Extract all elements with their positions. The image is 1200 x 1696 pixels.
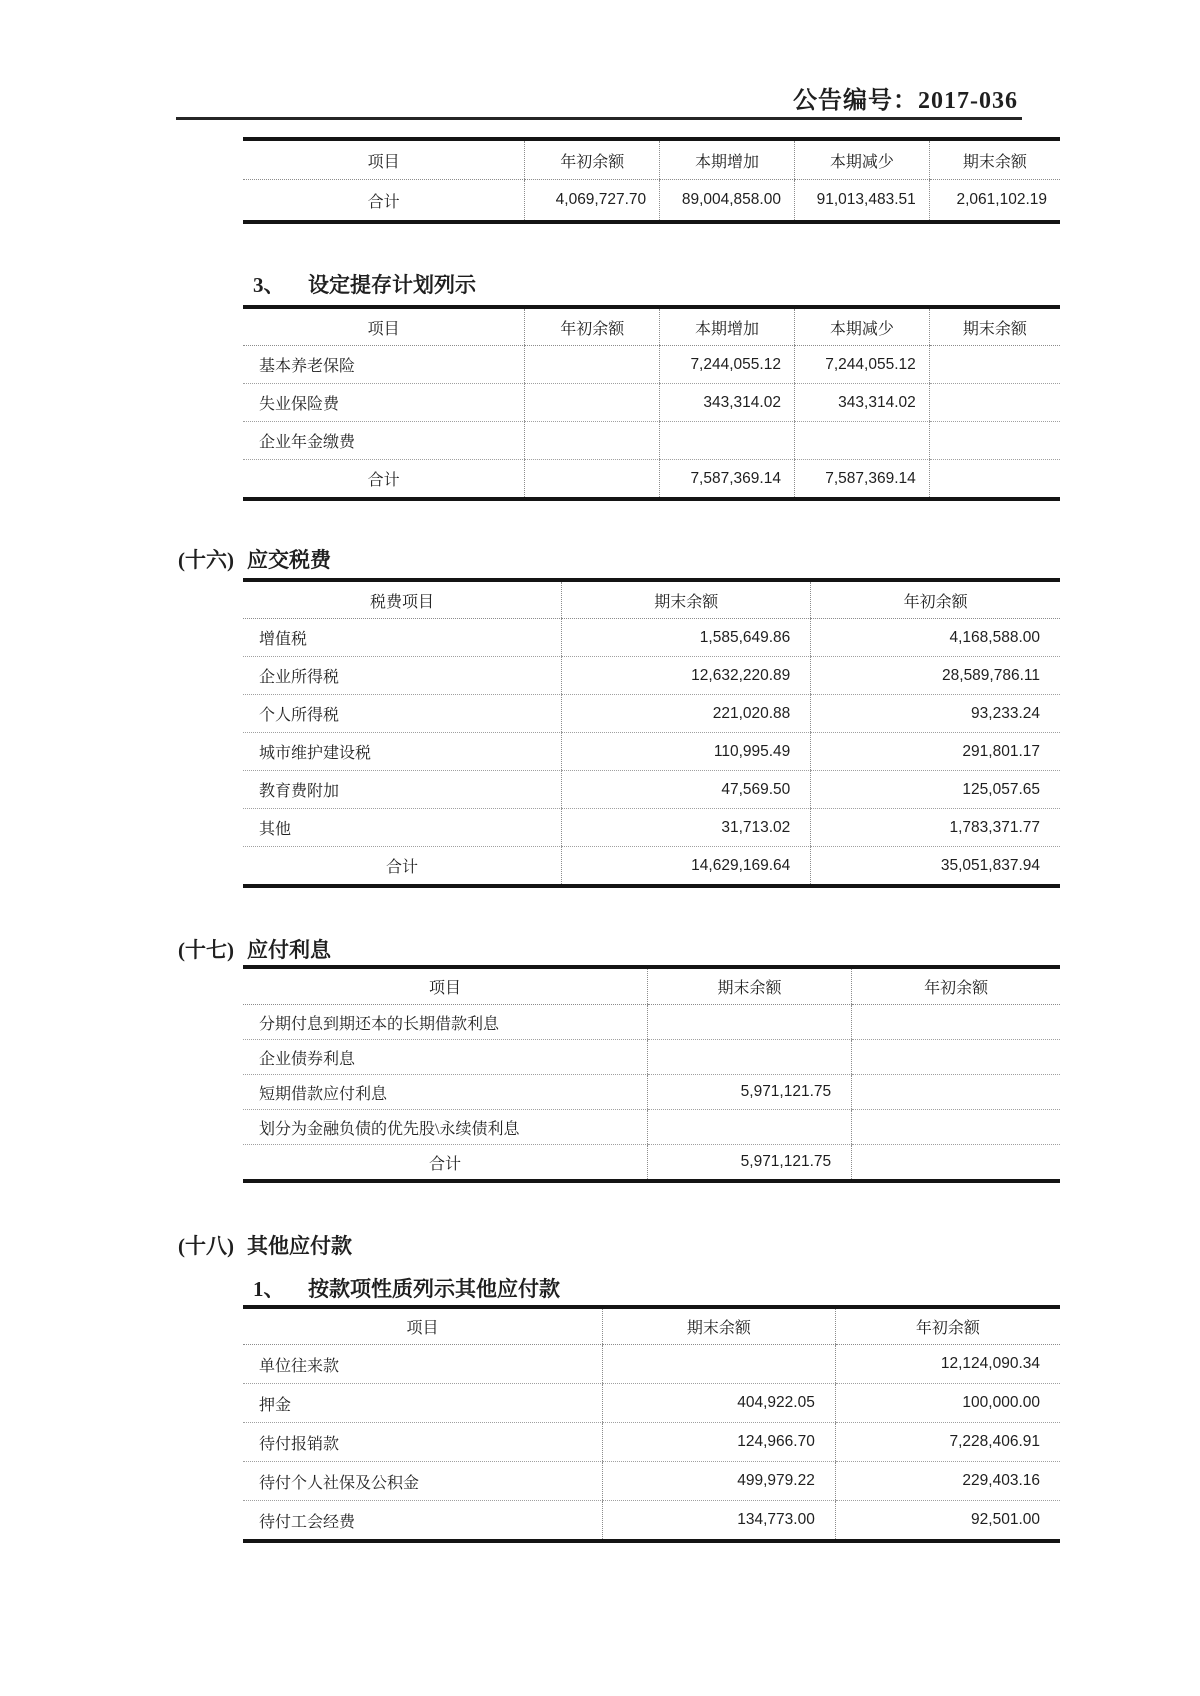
- value-cell: [525, 460, 660, 500]
- value-cell: [647, 1110, 851, 1145]
- row-label: 失业保险费: [243, 384, 525, 422]
- section-heading-interest-payable: [178, 937, 331, 963]
- carryover-table-wrapper: [243, 137, 1060, 224]
- column-header: 期末余额: [647, 967, 851, 1005]
- row-label: 合计: [367, 472, 400, 489]
- value-cell: [852, 1005, 1060, 1040]
- value-cell: 221,020.88: [562, 695, 811, 733]
- row-label: 教育费附加: [243, 771, 562, 809]
- table-row: [243, 771, 1060, 809]
- column-header: 年初余额: [525, 139, 660, 180]
- value-cell: 7,244,055.12: [660, 346, 795, 384]
- table-row: [243, 1462, 1060, 1501]
- table-row: [243, 1110, 1060, 1145]
- value-cell: 1,585,649.86: [562, 619, 811, 657]
- value-cell: 31,713.02: [562, 809, 811, 847]
- value-cell: 134,773.00: [602, 1501, 835, 1542]
- header-row: [243, 580, 1060, 619]
- table-row: [243, 1075, 1060, 1110]
- column-header: 项目: [243, 139, 525, 180]
- value-cell: 7,228,406.91: [835, 1423, 1060, 1462]
- value-cell: [852, 1110, 1060, 1145]
- value-cell: [852, 1040, 1060, 1075]
- defined-contribution-table: [243, 305, 1060, 501]
- taxes-payable-table-wrapper: [243, 578, 1060, 888]
- section-title: 应交税费: [247, 548, 331, 572]
- row-label: 企业所得税: [243, 657, 562, 695]
- value-cell: 93,233.24: [811, 695, 1060, 733]
- value-cell: 1,783,371.77: [811, 809, 1060, 847]
- defined-contribution-table-wrapper: [243, 305, 1060, 501]
- column-header: 本期减少: [794, 307, 929, 346]
- row-label: 待付个人社保及公积金: [243, 1462, 602, 1501]
- other-payables-table-wrapper: [243, 1305, 1060, 1543]
- value-cell: 229,403.16: [835, 1462, 1060, 1501]
- value-cell: 47,569.50: [562, 771, 811, 809]
- value-cell: [525, 384, 660, 422]
- notice-number: 公告编号：2017-036: [793, 88, 1018, 114]
- value-cell: 12,124,090.34: [835, 1345, 1060, 1384]
- value-cell: 110,995.49: [562, 733, 811, 771]
- interest-payable-table-wrapper: [243, 965, 1060, 1183]
- header-row: [243, 1307, 1060, 1345]
- total-row: [243, 847, 1060, 887]
- row-label: 基本养老保险: [243, 346, 525, 384]
- value-cell: [794, 422, 929, 460]
- column-header: 本期增加: [660, 139, 795, 180]
- table-row: [243, 657, 1060, 695]
- section-number: (十七): [178, 938, 234, 962]
- value-cell: 4,069,727.70: [525, 180, 660, 223]
- row-label: 待付报销款: [243, 1423, 602, 1462]
- total-row: [243, 180, 1060, 223]
- value-cell: [852, 1075, 1060, 1110]
- row-label: 城市维护建设税: [243, 733, 562, 771]
- value-cell: [647, 1040, 851, 1075]
- value-cell: [525, 422, 660, 460]
- header-row: [243, 139, 1060, 180]
- column-header: 项目: [243, 967, 647, 1005]
- table-row: [243, 1384, 1060, 1423]
- table-row: [243, 733, 1060, 771]
- table-row: [243, 1423, 1060, 1462]
- value-cell: 125,057.65: [811, 771, 1060, 809]
- value-cell: 7,587,369.14: [794, 460, 929, 500]
- total-row: [243, 460, 1060, 500]
- value-cell: [929, 460, 1060, 500]
- value-cell: 5,971,121.75: [647, 1145, 851, 1182]
- value-cell: 2,061,102.19: [929, 180, 1060, 223]
- row-label: 企业年金缴费: [243, 422, 525, 460]
- table-row: [243, 809, 1060, 847]
- section-title: 设定提存计划列示: [308, 273, 476, 297]
- other-payables-table: [243, 1305, 1060, 1543]
- value-cell: [929, 422, 1060, 460]
- column-header: 本期增加: [660, 307, 795, 346]
- value-cell: 343,314.02: [660, 384, 795, 422]
- value-cell: 404,922.05: [602, 1384, 835, 1423]
- subsection-number: 1、: [253, 1277, 285, 1301]
- table-row: [243, 619, 1060, 657]
- value-cell: 92,501.00: [835, 1501, 1060, 1542]
- table-row: [243, 346, 1060, 384]
- column-header: 期末余额: [929, 307, 1060, 346]
- column-header: 项目: [243, 307, 525, 346]
- section-title: 应付利息: [247, 938, 331, 962]
- value-cell: 100,000.00: [835, 1384, 1060, 1423]
- column-header: 年初余额: [811, 580, 1060, 619]
- value-cell: 124,966.70: [602, 1423, 835, 1462]
- row-label: 合计: [428, 1155, 461, 1173]
- table-row: [243, 1005, 1060, 1040]
- column-header: 本期减少: [794, 139, 929, 180]
- section-number: (十六): [178, 548, 234, 572]
- value-cell: 343,314.02: [794, 384, 929, 422]
- section-title: 其他应付款: [247, 1234, 352, 1258]
- table-row: [243, 422, 1060, 460]
- table-row: [243, 1345, 1060, 1384]
- column-header: 年初余额: [525, 307, 660, 346]
- row-label: 待付工会经费: [259, 1513, 356, 1531]
- value-cell: 91,013,483.51: [794, 180, 929, 223]
- header-row: [243, 967, 1060, 1005]
- header-row: [243, 307, 1060, 346]
- value-cell: [929, 384, 1060, 422]
- value-cell: [929, 346, 1060, 384]
- total-row: [243, 1145, 1060, 1182]
- row-label: 增值税: [243, 619, 562, 657]
- table-row: [243, 1501, 1060, 1542]
- row-label: 分期付息到期还本的长期借款利息: [243, 1005, 647, 1040]
- column-header: 年初余额: [835, 1307, 1060, 1345]
- section-heading-other-payables: [178, 1233, 352, 1259]
- value-cell: [602, 1345, 835, 1384]
- header-rule: [176, 117, 1022, 120]
- value-cell: 28,589,786.11: [811, 657, 1060, 695]
- section-number: 3、: [253, 273, 285, 297]
- value-cell: 7,244,055.12: [794, 346, 929, 384]
- value-cell: [852, 1145, 1060, 1182]
- value-cell: 14,629,169.64: [562, 847, 811, 887]
- row-label: 个人所得税: [243, 695, 562, 733]
- column-header: 年初余额: [852, 967, 1060, 1005]
- value-cell: 89,004,858.00: [660, 180, 795, 223]
- interest-payable-table: [243, 965, 1060, 1183]
- carryover-summary-table: [243, 137, 1060, 224]
- subsection-title: 按款项性质列示其他应付款: [308, 1277, 560, 1301]
- value-cell: 291,801.17: [811, 733, 1060, 771]
- section-number: (十八): [178, 1234, 234, 1258]
- row-label: 单位往来款: [243, 1345, 602, 1384]
- value-cell: [647, 1005, 851, 1040]
- row-label: 其他: [243, 809, 562, 847]
- value-cell: 499,979.22: [602, 1462, 835, 1501]
- value-cell: 35,051,837.94: [811, 847, 1060, 887]
- column-header: 项目: [243, 1307, 602, 1345]
- value-cell: 4,168,588.00: [811, 619, 1060, 657]
- column-header: 期末余额: [562, 580, 811, 619]
- row-label: 划分为金融负债的优先股\永续债利息: [243, 1110, 647, 1145]
- table-row: [243, 384, 1060, 422]
- section-heading-defined-contribution: [253, 272, 476, 298]
- value-cell: [525, 346, 660, 384]
- row-label: 企业债券利息: [243, 1040, 647, 1075]
- column-header: 期末余额: [602, 1307, 835, 1345]
- value-cell: 12,632,220.89: [562, 657, 811, 695]
- row-label: 合计: [386, 859, 419, 876]
- table-row: [243, 1040, 1060, 1075]
- table-row: [243, 695, 1060, 733]
- subsection-heading-other-payables-by-nature: [253, 1276, 560, 1302]
- row-label: 押金: [243, 1384, 602, 1423]
- taxes-payable-table: [243, 578, 1060, 888]
- value-cell: [660, 422, 795, 460]
- column-header: 税费项目: [243, 580, 562, 619]
- value-cell: 5,971,121.75: [647, 1075, 851, 1110]
- column-header: 期末余额: [929, 139, 1060, 180]
- row-label: 短期借款应付利息: [243, 1075, 647, 1110]
- section-heading-taxes-payable: [178, 547, 331, 573]
- value-cell: 7,587,369.14: [660, 460, 795, 500]
- row-label: 合计: [367, 193, 400, 211]
